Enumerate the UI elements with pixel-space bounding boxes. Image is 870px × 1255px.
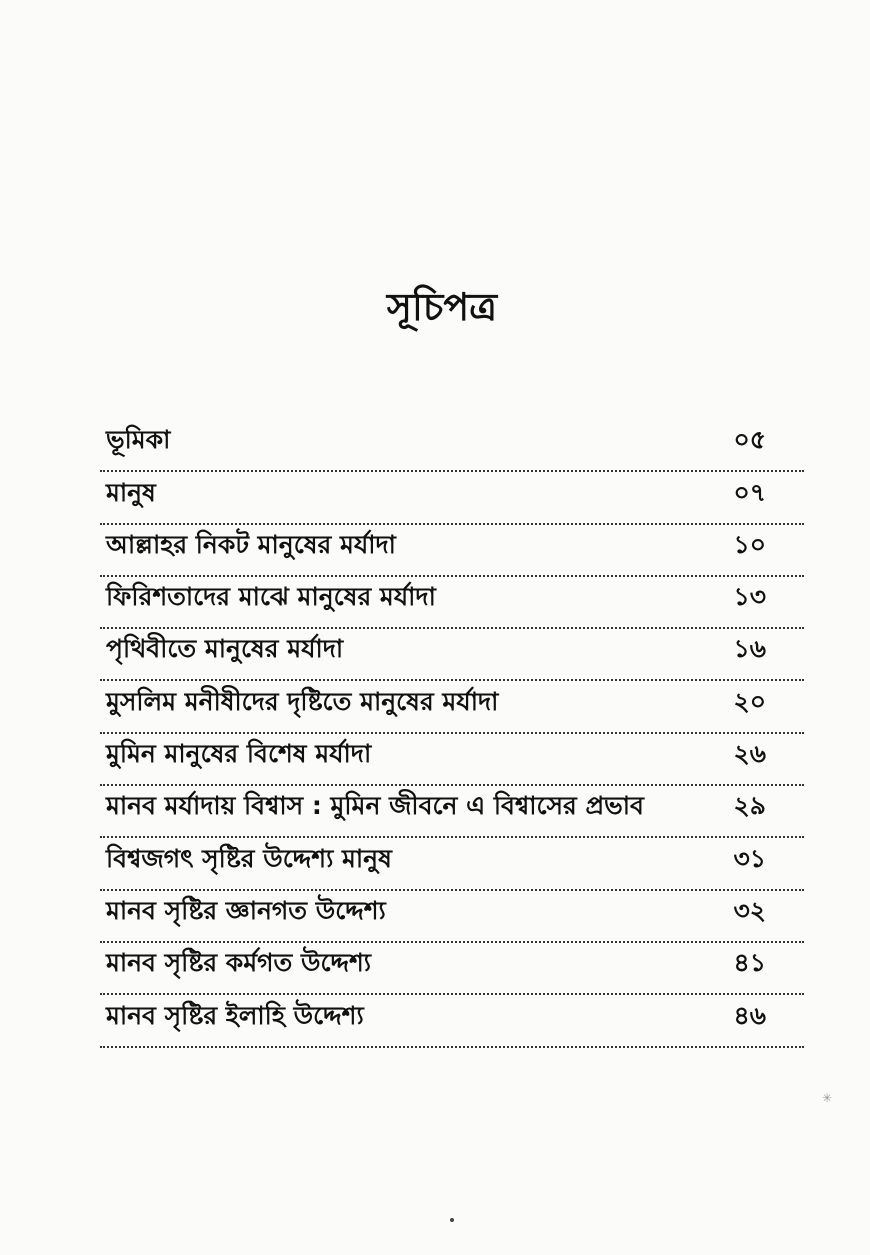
toc-entry-page: ১৬ — [733, 634, 766, 664]
toc-entry-title: মুসলিম মনীষীদের দৃষ্টিতে মানুষের মর্যাদা — [106, 686, 499, 716]
toc-entry-page: ০৫ — [733, 425, 766, 455]
toc-row — [100, 681, 804, 733]
toc-row — [100, 420, 804, 472]
toc-entry-page: ৪৬ — [733, 1000, 766, 1030]
toc-entry-page: ২৬ — [733, 739, 766, 769]
toc-row — [100, 838, 804, 890]
toc-entry-page: ৩১ — [733, 843, 766, 873]
toc-entry-title: আল্লাহর নিকট মানুষের মর্যাদা — [106, 529, 396, 559]
toc-entry-page: ১৩ — [733, 582, 766, 612]
toc-entry-title: মানব সৃষ্টির ইলাহি উদ্দেশ্য — [106, 1000, 364, 1030]
print-dot — [450, 1218, 454, 1222]
toc-entry-title: মানুষ — [106, 477, 156, 507]
toc-entry-title: মুমিন মানুষের বিশেষ মর্যাদা — [106, 739, 372, 769]
toc-row — [100, 891, 804, 943]
toc-entry-title: মানব মর্যাদায় বিশ্বাস : মুমিন জীবনে এ বিশ্বাসের প্রভাব — [106, 791, 644, 821]
table-of-contents — [100, 420, 804, 1048]
toc-row — [100, 525, 804, 577]
toc-entry-title: ভূমিকা — [106, 425, 171, 455]
toc-entry-page: ৩২ — [733, 895, 766, 925]
toc-entry-title: মানব সৃষ্টির কর্মগত উদ্দেশ্য — [106, 948, 372, 978]
toc-entry-page: ১০ — [733, 529, 766, 559]
print-speck: ✳ — [822, 1091, 833, 1105]
toc-row — [100, 943, 804, 995]
toc-row — [100, 995, 804, 1047]
toc-entry-page: ২৯ — [733, 791, 766, 821]
toc-row — [100, 629, 804, 681]
toc-row — [100, 472, 804, 524]
toc-entry-page: ০৭ — [733, 477, 766, 507]
toc-row — [100, 734, 804, 786]
toc-entry-title: ফিরিশতাদের মাঝে মানুষের মর্যাদা — [106, 582, 436, 612]
toc-entry-title: পৃথিবীতে মানুষের মর্যাদা — [106, 634, 344, 664]
toc-row — [100, 786, 804, 838]
toc-entry-page: ২০ — [733, 686, 766, 716]
toc-row — [100, 577, 804, 629]
toc-entry-page: ৪১ — [733, 948, 766, 978]
toc-entry-title: বিশ্বজগৎ সৃষ্টির উদ্দেশ্য মানুষ — [106, 843, 392, 873]
toc-entry-title: মানব সৃষ্টির জ্ঞানগত উদ্দেশ্য — [106, 895, 386, 925]
page-title: সূচিপত্র — [386, 285, 498, 329]
